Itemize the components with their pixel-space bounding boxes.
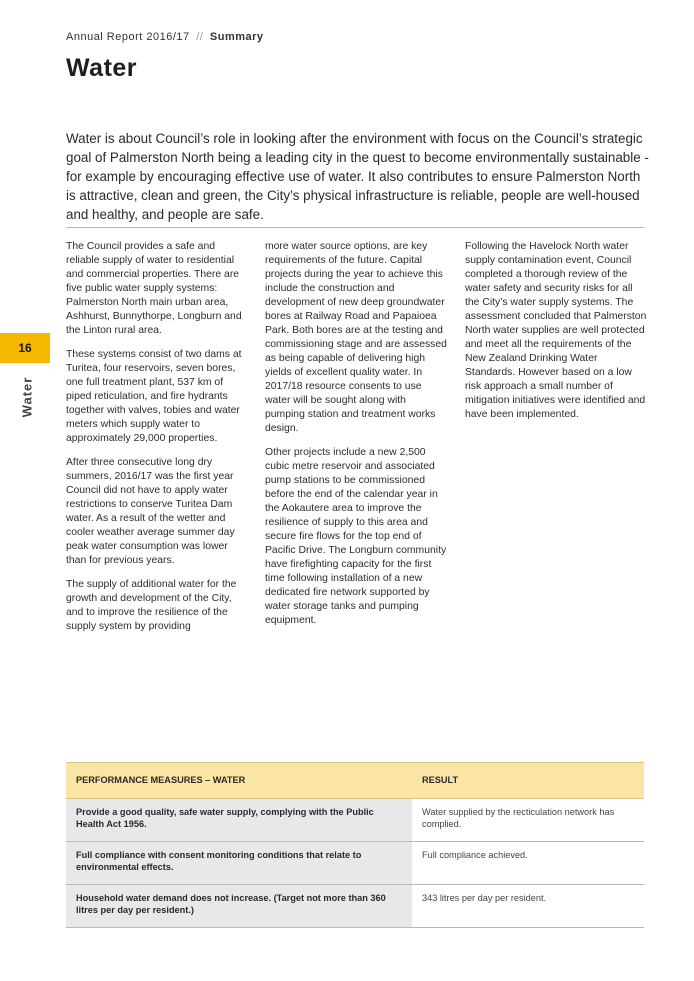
table-row bbox=[66, 884, 644, 927]
page-title: Water bbox=[66, 54, 138, 82]
body-paragraph: The supply of additional water for the growth and development of the City, and to improve the resilience of the supply system by providing bbox=[66, 579, 237, 632]
result-cell: Full compliance achieved. bbox=[412, 841, 644, 884]
table-row bbox=[66, 798, 644, 841]
running-header bbox=[66, 31, 264, 43]
result-cell: Water supplied by the recticulation network has complied. bbox=[412, 798, 644, 841]
measure-cell: Household water demand does not increase. (Target not more than 360 litres per day per resident.) bbox=[66, 884, 412, 927]
body-column-1 bbox=[66, 240, 248, 644]
intro-paragraph: Water is about Council’s role in looking after the environment with focus on the Council’s strategic goal of Palmerston North being a leading city in the quest to become environmentally sustainable - for example by encouraging effective use of water. It also contributes to ensure Palmerston North is attractive, clean and green, the City’s physical infrastructure is reliable, people are well-housed and healthy, and people are safe. bbox=[66, 131, 649, 222]
section-name: Summary bbox=[209, 31, 264, 43]
body-paragraph: The Council provides a safe and reliable supply of water to residential and commercial properties. There are five public water supply systems: Palmerston North main urban area, Ashhurst, Bunnythorpe, Longburn and the Linton rural area. bbox=[66, 241, 242, 336]
result-column-header: RESULT bbox=[412, 763, 644, 799]
body-paragraph: Following the Havelock North water supply contamination event, Council completed a thorough review of the water safety and security risks for all the City’s water supply systems. The assessment concluded that Palmerston North water supplies are well protected and meet all the requirements of the New Zealand Drinking Water Standards. However based on a low risk approach a small number of mitigation initiatives were identified and have been implemented. bbox=[465, 241, 647, 420]
body-paragraph: After three consecutive long dry summers, 2016/17 was the first year Council did not have to apply water restrictions to conserve Turitea Dam water. As a result of the wetter and cooler weather average summer day peak water consumption was lower than for previous years. bbox=[66, 457, 235, 566]
measure-cell: Provide a good quality, safe water supply, complying with the Public Health Act 1956. bbox=[66, 798, 412, 841]
report-name: Annual Report 2016/17 bbox=[66, 31, 190, 43]
page-number-tab bbox=[0, 333, 50, 363]
body-paragraph: Other projects include a new 2,500 cubic metre reservoir and associated pump stations to be commissioned before the end of the calendar year in the Aokautere area to improve the resilience of supply to this area and secure fire flows for the top end of Pacific Drive. The Longburn community have firefighting capacity for the first time following installation of a new dedicated fire network supported by water storage tanks and pumping equipment. bbox=[265, 447, 447, 626]
performance-measures-table bbox=[66, 762, 644, 928]
table-row bbox=[66, 841, 644, 884]
measure-column-header: PERFORMANCE MEASURES – WATER bbox=[66, 763, 412, 799]
side-section-label: Water bbox=[19, 376, 35, 418]
header-separator: // bbox=[196, 31, 204, 43]
table-header-row bbox=[66, 763, 644, 799]
body-column-2 bbox=[265, 240, 447, 638]
page-number: 16 bbox=[18, 341, 32, 355]
body-column-3 bbox=[465, 240, 647, 432]
result-cell: 343 litres per day per resident. bbox=[412, 884, 644, 927]
body-paragraph: These systems consist of two dams at Turitea, four reservoirs, seven bores, one full treatment plant, 537 km of piped reticulation, and fire hydrants together with valves, tobies and water meters which supply water to approximately 29,000 properties. bbox=[66, 349, 242, 444]
intro-divider bbox=[66, 227, 644, 228]
body-paragraph: more water source options, are key requirements of the future. Capital projects during the year to achieve this include the construction and development of new deep groundwater bores at Railway Road and Papaioea Park. Both bores are at the testing and commissioning stage and are assessed as being capable of delivering high yields of excellent quality water. In 2017/18 resource consents to use water will be sought along with pumping station and treatment works design. bbox=[265, 241, 447, 434]
measure-cell: Full compliance with consent monitoring conditions that relate to environmental effects. bbox=[66, 841, 412, 884]
